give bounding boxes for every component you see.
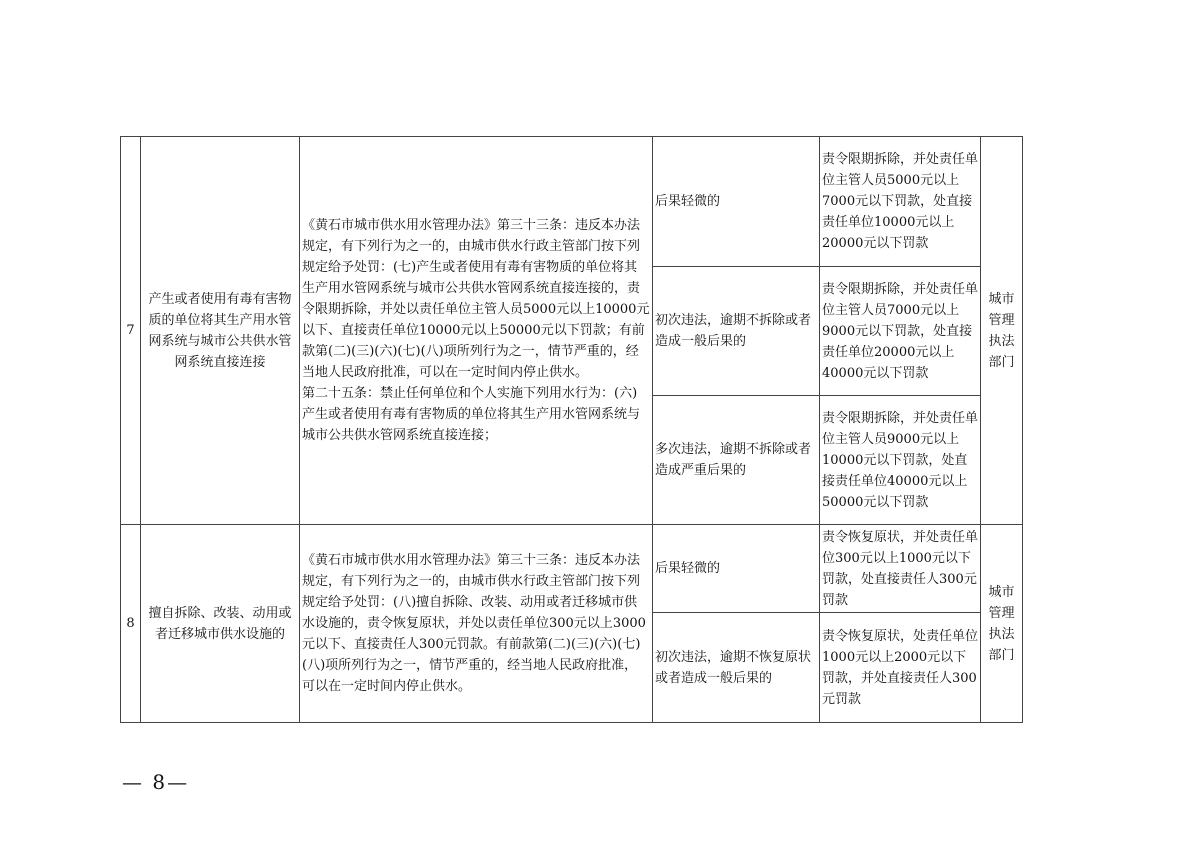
penalty-cell: 责令限期拆除，并处责任单位主管人员5000元以上7000元以下罚款，处直接责任单位10000元以上20000元以下罚款 [820, 137, 981, 267]
penalty-cell: 责令限期拆除，并处责任单位主管人员9000元以上10000元以下罚款，处直接责任单位40000元以上50000元以下罚款 [820, 396, 981, 525]
circumstance-cell: 多次违法，逾期不拆除或者造成严重后果的 [653, 396, 820, 525]
circumstance-cell: 初次违法，逾期不拆除或者造成一般后果的 [653, 267, 820, 396]
department-text: 执法 [988, 626, 1015, 642]
circumstance-cell: 初次违法，逾期不恢复原状或者造成一般后果的 [653, 613, 820, 723]
department-text: 城市 [988, 584, 1015, 600]
legal-basis-paragraph: 《黄石市城市供水用水管理办法》第三十三条：违反本办法规定，有下列行为之一的，由城市供水行政主管部门按下列规定给予处罚：(七)产生或者使用有毒有害物质的单位将其生产用水管网系统与城市公共供水管网系统直接连接的，责令限期拆除，并处以责任单位主管人员5000元以上10000元以下、直接责任单位10000元以上50000元以下罚款；有前款第(二)(三)(六)(七)(八)项所列行为之一，情节严重的，经当地人民政府批准，可以在一定时间内停止供水。 [302, 218, 650, 380]
table-row [121, 137, 1023, 267]
penalty-cell: 责令限期拆除，并处责任单位主管人员7000元以上9000元以下罚款，处直接责任单位20000元以上40000元以下罚款 [820, 267, 981, 396]
legal-basis-paragraph: 《黄石市城市供水用水管理办法》第三十三条：违反本办法规定，有下列行为之一的，由城市供水行政主管部门按下列规定给予处罚：(八)擅自拆除、改装、动用或者迁移城市供水设施的，责令恢复原状，并处以责任单位300元以上3000元以下、直接责任人300元罚款。有前款第(二)(三)(六)(七)(八)项所列行为之一，情节严重的，经当地人民政府批准，可以在一定时间内停止供水。 [302, 553, 646, 694]
legal-basis [300, 525, 653, 723]
penalty-cell: 责令恢复原状，处责任单位1000元以上2000元以下罚款，并处直接责任人300元罚款 [820, 613, 981, 723]
circumstance-cell: 后果轻微的 [653, 525, 820, 613]
circumstance-cell: 后果轻微的 [653, 137, 820, 267]
violation-description: 擅自拆除、改装、动用或者迁移城市供水设施的 [141, 525, 300, 723]
enforcement-department [981, 137, 1023, 525]
table-row [121, 525, 1023, 613]
page-number: — 8— [122, 770, 190, 794]
department-text: 部门 [988, 354, 1015, 370]
department-text: 执法 [988, 333, 1015, 349]
item-number: 8 [121, 525, 141, 723]
department-text: 城市 [988, 291, 1015, 307]
violation-description: 产生或者使用有毒有害物质的单位将其生产用水管网系统与城市公共供水管网系统直接连接 [141, 137, 300, 525]
legal-basis [300, 137, 653, 525]
penalty-standards-table [120, 136, 1023, 723]
department-text: 部门 [988, 647, 1015, 663]
item-number: 7 [121, 137, 141, 525]
enforcement-department [981, 525, 1023, 723]
penalty-cell: 责令恢复原状，并处责任单位300元以上1000元以下罚款，处直接责任人300元罚款 [820, 525, 981, 613]
legal-basis-paragraph: 第二十五条：禁止任何单位和个人实施下列用水行为：(六)产生或者使用有毒有害物质的单位将其生产用水管网系统与城市公共供水管网系统直接连接； [302, 386, 641, 443]
department-text: 管理 [988, 312, 1015, 328]
department-text: 管理 [988, 605, 1015, 621]
